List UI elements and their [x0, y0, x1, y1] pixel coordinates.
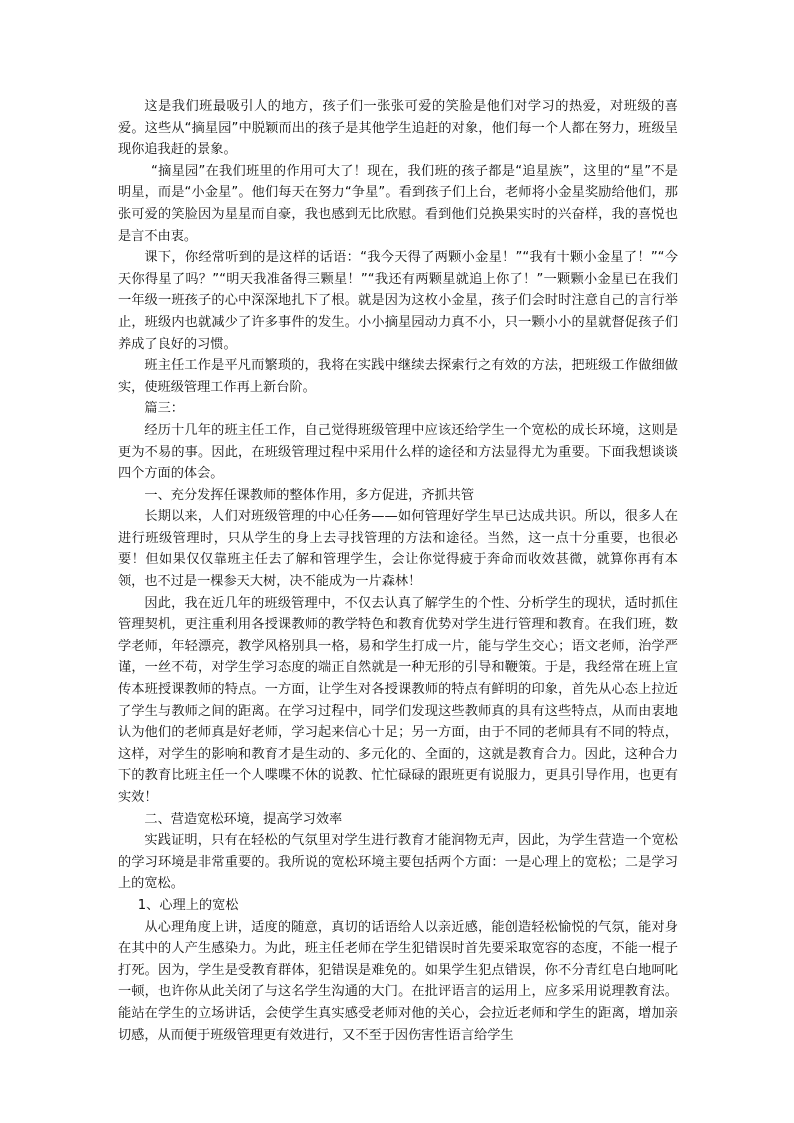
- paragraph: 经历十几年的班主任工作，自己觉得班级管理中应该还给学生一个宽松的成长环境，这则是更为不易的事。因此，在班级管理过程中采用什么样的途径和方法显得尤为重要。下面我想谈谈四个方面的体会。: [118, 422, 678, 482]
- paragraph: 实践证明，只有在轻松的气氛里对学生进行教育才能润物无声，因此，为学生营造一个宽松的学习环境是非常重要的。我所说的宽松环境主要包括两个方面：一是心理上的宽松；二是学习上的宽松。: [118, 833, 678, 892]
- document-page: [118, 96, 678, 1046]
- paragraph: 因此，我在近几年的班级管理中，不仅去认真了解学生的个性、分析学生的现状，适时抓住管理契机，更注重利用各授课教师的教学特色和教育优势对学生进行管理和教育。在我们班，数学老师，年轻漂亮，教学风格别具一格，易和学生打成一片，能与学生交心；语文老师，治学严谨，一丝不苟，对学生学习态度的端正自然就是一种无形的引导和鞭策。于是，我经常在班上宣传本班授课教师的特点。一方面，让学生对各授课教师的特点有鲜明的印象，首先从心态上拉近了学生与教师之间的距离。在学习过程中，同学们发现这些教师真的具有这些特点，从而由衷地认为他们的老师真是好老师，学习起来信心十足；另一方面，由于不同的老师具有不同的特点，这样，对学生的影响和教育才是生动的、多元化的、全面的，这就是教育合力。因此，这种合力下的教育比班主任一个人喋喋不休的说教、忙忙碌碌的跟班更有说服力，更具引导作用，也更有实效！: [118, 595, 678, 805]
- paragraph: “摘星园”在我们班里的作用可大了！现在，我们班的孩子都是“追星族”，这里的“星”不是明星，而是“小金星”。他们每天在努力“争星”。看到孩子们上台，老师将小金星奖励给他们，那张可爱的笑脸因为星星而自豪，我也感到无比欣慰。看到他们兑换果实时的兴奋样，我的喜悦也是言不由衷。: [118, 163, 678, 244]
- subheading: 二、营造宽松环境，提高学习效率: [144, 811, 343, 827]
- subheading: 一、充分发挥任课教师的整体作用，多方促进，齐抓共管: [144, 487, 475, 503]
- paragraph: 从心理角度上讲，适度的随意，真切的话语给人以亲近感，能创造轻松愉悦的气氛，能对身在其中的人产生感染力。为此，班主任老师在学生犯错误时首先要采取宽容的态度，不能一棍子打死。因为，学生是受教育群体，犯错误是难免的。如果学生犯点错误，你不分青红皂白地呵叱一顿，也许你从此关闭了与这名学生沟通的大门。在批评语言的运用上，应多采用说理教育法。能站在学生的立场讲话，会使学生真实感受老师对他的关心，会拉近老师和学生的距离，增加亲切感，从而便于班级管理更有效进行，又不至于因伤害性语言给学生: [118, 919, 678, 1043]
- section-heading: 篇三：: [144, 401, 184, 417]
- paragraph: 长期以来，人们对班级管理的中心任务——如何管理好学生早已达成共识。所以，很多人在进行班级管理时，只从学生的身上去寻找管理的方法和途径。当然，这一点十分重要，也很必要！但如果仅仅靠班主任去了解和管理学生，会让你觉得疲于奔命而收效甚微，就算你再有本领，也不过是一棵参天大树，决不能成为一片森林！: [118, 509, 678, 590]
- subheading: 1、心理上的宽松: [137, 897, 239, 913]
- paragraph: 班主任工作是平凡而繁琐的，我将在实践中继续去探索行之有效的方法，把班级工作做细做实，使班级管理工作再上新台阶。: [118, 358, 678, 395]
- paragraph: 这是我们班最吸引人的地方，孩子们一张张可爱的笑脸是他们对学习的热爱，对班级的喜爱。这些从“摘星园”中脱颖而出的孩子是其他学生追赶的对象，他们每一个人都在努力，班级呈现你追我赶的景象。: [118, 99, 678, 158]
- paragraph: 课下，你经常听到的是这样的话语：“我今天得了两颗小金星！”“我有十颗小金星了！”“今天你得星了吗？”“明天我准备得三颗星！”“我还有两颗星就追上你了！”一颗颗小金星已在我们一年级一班孩子的心中深深地扎下了根。就是因为这枚小金星，孩子们会时时注意自己的言行举止，班级内也就减少了许多事件的发生。小小摘星园动力真不小，只一颗小小的星就督促孩子们养成了良好的习惯。: [118, 250, 678, 352]
